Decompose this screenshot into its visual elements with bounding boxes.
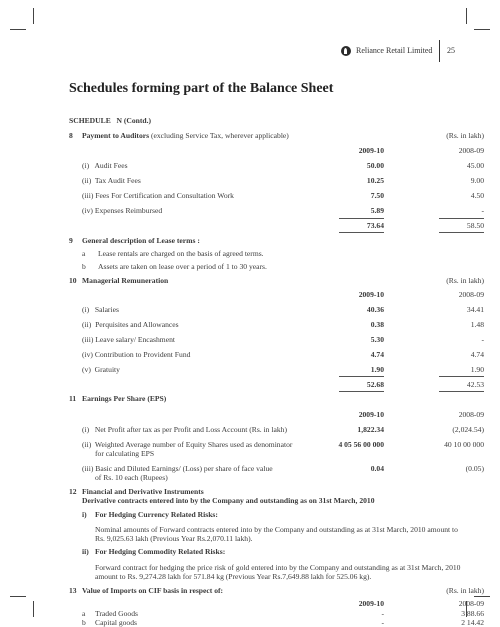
total-rule [339,376,384,377]
section-number: 10 [69,276,77,285]
list-item: Assets are taken on lease over a period of 1 to 30 years. [98,262,267,271]
row-label: (ii) Tax Audit Fees [82,176,141,185]
row-value-previous: (0.05) [465,464,484,473]
row-label: (iii) Fees For Certification and Consultation Work [82,191,234,200]
section-number: 13 [69,586,77,595]
section-heading-rest: (excluding Service Tax, wherever applicable) [149,131,289,140]
paragraph-line: amount to Rs. 9,274.28 lakh for 571.84 kg (Previous Year Rs.7,649.88 lakh for 525.06 kg). [95,572,372,581]
total-rule [439,376,484,377]
row-value-current: 5.89 [370,206,384,215]
row-value-current: 1.90 [370,365,384,374]
subsection-heading: For Hedging Commodity Related Risks: [95,547,226,556]
row-label: (i) Salaries [82,305,119,314]
row-label: (ii) Perquisites and Allowances [82,320,179,329]
header-divider [439,40,440,62]
total-rule [339,218,384,219]
company-name: Reliance Retail Limited [356,46,433,55]
total-rule [439,391,484,392]
paragraph-line: Rs. 9,025.63 lakh (Previous Year Rs.2,070.11 lakh). [95,534,253,543]
section-subheading: Derivative contracts entered into by the Company and outstanding as on 31st March, 2010 [82,496,375,505]
list-item: Lease rentals are charged on the basis of agreed terms. [98,249,264,258]
row-value-previous: 2 14.42 [461,618,484,627]
column-header-2008-09: 2008-09 [458,599,484,608]
schedule-heading: SCHEDULE N (Contd.) [69,116,152,125]
reliance-logo-icon [341,46,351,56]
unit-label: (Rs. in lakh) [446,131,484,140]
row-value-previous: - [481,206,484,215]
list-letter: a [82,249,86,258]
column-header-2009-10: 2009-10 [358,146,384,155]
row-value-previous: 40 10 00 000 [444,440,484,449]
row-value-current: 40.36 [366,305,384,314]
row-value-current: - [381,618,384,627]
row-label-continued: of Rs. 10 each (Rupees) [95,473,168,482]
paragraph-line: Forward contract for hedging the price risk of gold entered into by the Company and outstanding as at 31st March, 2010 [95,563,461,572]
column-header-2008-09: 2008-09 [458,410,484,419]
section-heading: Earnings Per Share (EPS) [82,394,167,403]
section-number: 11 [69,394,77,403]
row-value-previous: - [481,335,484,344]
total-rule [339,232,384,233]
row-value-previous: 9.00 [470,176,484,185]
row-label: (i) Audit Fees [82,161,128,170]
row-value-current: 0.04 [370,464,384,473]
page-title: Schedules forming part of the Balance Sheet [69,81,334,96]
total-rule [439,232,484,233]
row-label: (ii) Weighted Average number of Equity Shares used as denominator [82,440,293,449]
total-current: 52.68 [366,380,384,389]
row-value-previous: 1.48 [470,320,484,329]
column-header-2009-10: 2009-10 [358,290,384,299]
total-previous: 42.53 [466,380,484,389]
row-value-current: 7.50 [370,191,384,200]
row-label-continued: for calculating EPS [95,449,155,458]
section-heading: General description of Lease terms : [82,236,200,245]
section-heading: Value of Imports on CIF basis in respect of: [82,586,224,595]
section-heading-bold: Payment to Auditors [82,131,150,140]
row-label: (iv) Contribution to Provident Fund [82,350,191,359]
section-number: 9 [69,236,73,245]
subsection-number: ii) [82,547,89,556]
total-rule [339,391,384,392]
paragraph-line: Nominal amounts of Forward contracts entered into by the Company and outstanding as at 31st March, 2010 amount to [95,525,458,534]
row-value-previous: 4.74 [470,350,484,359]
row-value-previous: 1.90 [470,365,484,374]
row-value-current: 50.00 [366,161,384,170]
row-label: Capital goods [95,618,137,627]
row-label: (iii) Basic and Diluted Earnings/ (Loss) per share of face value [82,464,273,473]
section-heading: Managerial Remuneration [82,276,169,285]
row-value-current: 10.25 [366,176,384,185]
column-header-2009-10: 2009-10 [358,599,384,608]
list-letter: b [82,262,86,271]
row-value-current: 4.74 [370,350,384,359]
total-rule [439,218,484,219]
list-letter: a [82,609,86,618]
row-value-previous: 34.41 [466,305,484,314]
row-label: (i) Net Profit after tax as per Profit and Loss Account (Rs. in lakh) [82,425,287,434]
list-letter: b [82,618,86,627]
row-label: Traded Goods [95,609,138,618]
row-value-current: 0.38 [370,320,384,329]
section-number: 12 [69,487,77,496]
section-number: 8 [69,131,73,140]
crop-mark [10,596,26,597]
column-header-2008-09: 2008-09 [458,146,484,155]
section-heading [82,131,289,140]
subsection-number: i) [82,510,87,519]
subsection-heading: For Hedging Currency Related Risks: [95,510,218,519]
row-value-previous: 4.50 [470,191,484,200]
row-label: (iii) Leave salary/ Encashment [82,335,175,344]
crop-mark [10,29,26,30]
section-heading: Financial and Derivative Instruments [82,487,204,496]
total-previous: 58.50 [466,221,484,230]
column-header-2009-10: 2009-10 [358,410,384,419]
crop-mark [474,596,490,597]
crop-mark [33,8,34,24]
row-label: (v) Gratuity [82,365,120,374]
row-value-previous: 45.00 [466,161,484,170]
page-number: 25 [447,46,455,55]
crop-mark [474,29,490,30]
unit-label: (Rs. in lakh) [446,276,484,285]
column-header-2008-09: 2008-09 [458,290,484,299]
crop-mark [33,601,34,617]
total-current: 73.64 [366,221,384,230]
row-value-current: 4 05 56 00 000 [338,440,384,449]
row-label: (iv) Expenses Reimbursed [82,206,163,215]
row-value-previous: 3 88.66 [461,609,484,618]
row-value-current: 1,822.34 [357,425,384,434]
unit-label: (Rs. in lakh) [446,586,484,595]
crop-mark [466,8,467,24]
row-value-previous: (2,024.54) [452,425,484,434]
row-value-current: - [381,609,384,618]
row-value-current: 5.30 [370,335,384,344]
